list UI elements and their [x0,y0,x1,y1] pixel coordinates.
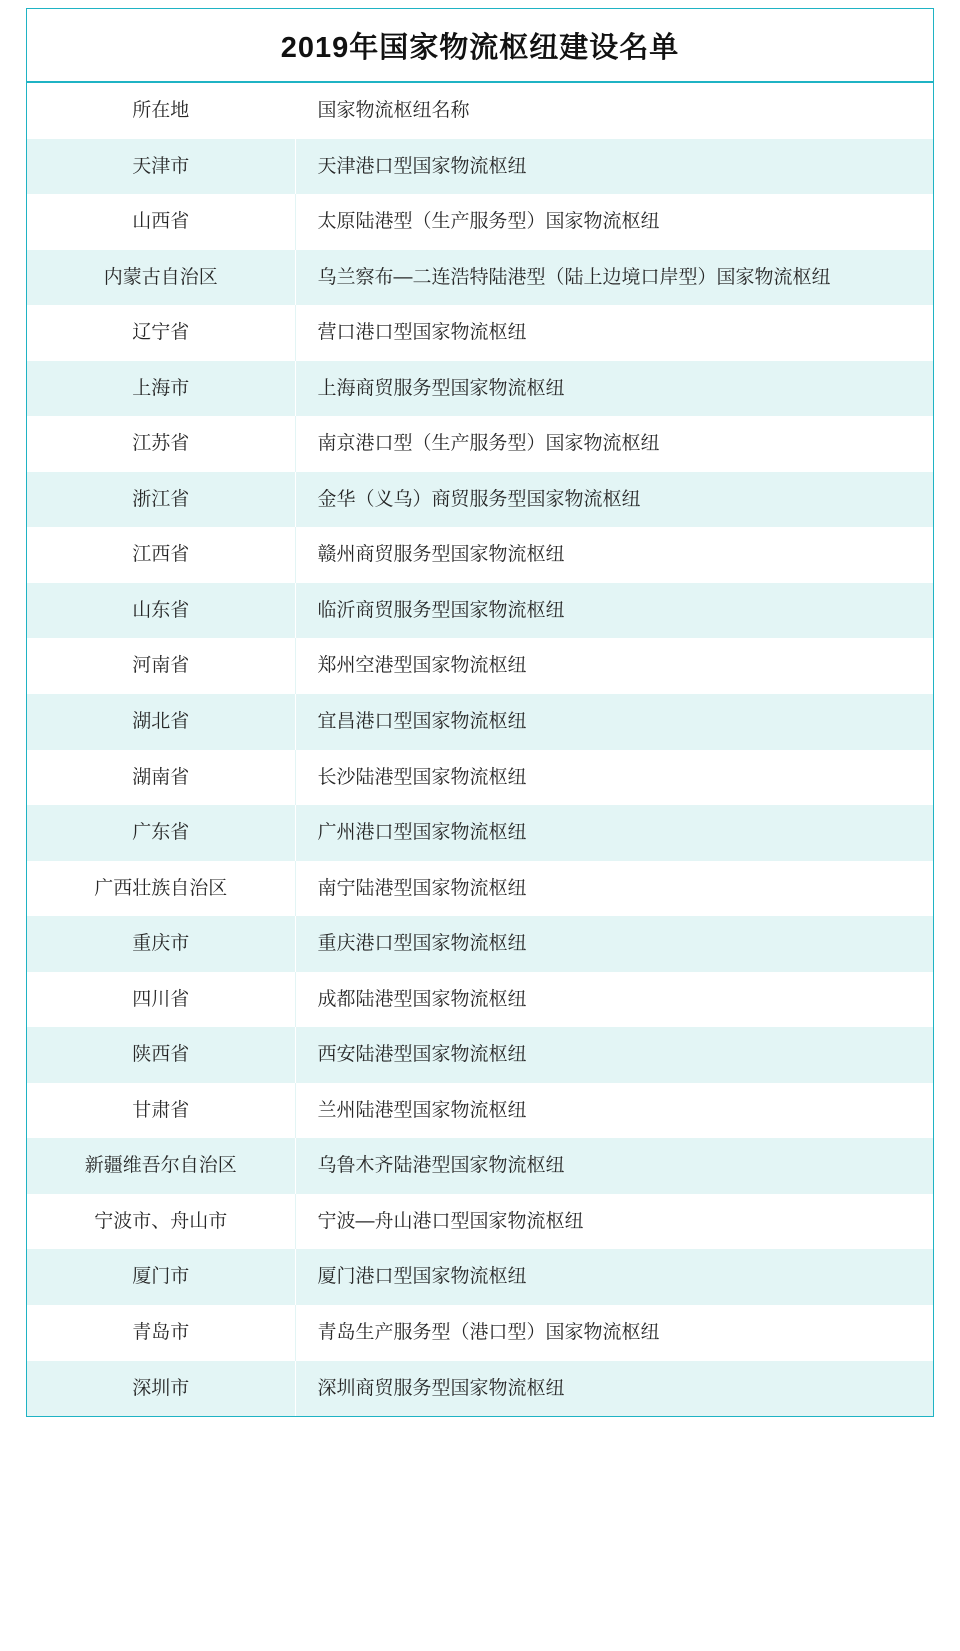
cell-hub-name: 深圳商贸服务型国家物流枢纽 [295,1361,933,1417]
cell-location: 厦门市 [27,1249,295,1305]
page-title: 2019年国家物流枢纽建设名单 [280,31,680,64]
cell-location: 深圳市 [27,1361,295,1417]
table-row [27,1083,933,1139]
table-row [27,139,933,195]
cell-hub-name: 乌兰察布—二连浩特陆港型（陆上边境口岸型）国家物流枢纽 [295,250,933,306]
cell-location: 河南省 [27,638,295,694]
cell-hub-name: 长沙陆港型国家物流枢纽 [295,750,933,806]
table-row [27,694,933,750]
cell-location: 陕西省 [27,1027,295,1083]
cell-location: 浙江省 [27,472,295,528]
cell-location: 宁波市、舟山市 [27,1194,295,1250]
cell-hub-name: 南京港口型（生产服务型）国家物流枢纽 [295,416,933,472]
cell-hub-name: 广州港口型国家物流枢纽 [295,805,933,861]
table-row [27,472,933,528]
cell-hub-name: 金华（义乌）商贸服务型国家物流枢纽 [295,472,933,528]
cell-hub-name: 厦门港口型国家物流枢纽 [295,1249,933,1305]
cell-hub-name: 赣州商贸服务型国家物流枢纽 [295,527,933,583]
cell-location: 新疆维吾尔自治区 [27,1138,295,1194]
cell-location: 广东省 [27,805,295,861]
table-row [27,972,933,1028]
cell-location: 江西省 [27,527,295,583]
table-header-row [27,83,933,139]
cell-hub-name: 南宁陆港型国家物流枢纽 [295,861,933,917]
table-row [27,805,933,861]
column-header-hub-name: 国家物流枢纽名称 [295,83,933,139]
table-row [27,583,933,639]
cell-location: 天津市 [27,139,295,195]
table-row [27,250,933,306]
cell-location: 辽宁省 [27,305,295,361]
table-row [27,527,933,583]
cell-location: 重庆市 [27,916,295,972]
table-row [27,1027,933,1083]
cell-hub-name: 宜昌港口型国家物流枢纽 [295,694,933,750]
logistics-hub-table [27,83,933,1416]
cell-location: 青岛市 [27,1305,295,1361]
cell-location: 江苏省 [27,416,295,472]
cell-location: 四川省 [27,972,295,1028]
cell-hub-name: 西安陆港型国家物流枢纽 [295,1027,933,1083]
column-header-location: 所在地 [27,83,295,139]
cell-hub-name: 青岛生产服务型（港口型）国家物流枢纽 [295,1305,933,1361]
table-row [27,1194,933,1250]
cell-hub-name: 乌鲁木齐陆港型国家物流枢纽 [295,1138,933,1194]
cell-hub-name: 郑州空港型国家物流枢纽 [295,638,933,694]
table-body [27,83,933,1416]
table-row [27,416,933,472]
cell-hub-name: 营口港口型国家物流枢纽 [295,305,933,361]
cell-location: 山东省 [27,583,295,639]
table-title-bar [27,9,933,83]
table-row [27,305,933,361]
table-row [27,1249,933,1305]
cell-location: 湖南省 [27,750,295,806]
cell-hub-name: 重庆港口型国家物流枢纽 [295,916,933,972]
cell-location: 上海市 [27,361,295,417]
cell-hub-name: 太原陆港型（生产服务型）国家物流枢纽 [295,194,933,250]
cell-location: 湖北省 [27,694,295,750]
logistics-hub-table-container [26,8,934,1417]
table-row [27,750,933,806]
cell-hub-name: 临沂商贸服务型国家物流枢纽 [295,583,933,639]
table-row [27,638,933,694]
table-row [27,1361,933,1417]
table-row [27,194,933,250]
table-row [27,916,933,972]
table-row [27,1138,933,1194]
table-row [27,1305,933,1361]
table-row [27,861,933,917]
cell-location: 内蒙古自治区 [27,250,295,306]
cell-location: 广西壮族自治区 [27,861,295,917]
cell-hub-name: 上海商贸服务型国家物流枢纽 [295,361,933,417]
table-row [27,361,933,417]
cell-hub-name: 天津港口型国家物流枢纽 [295,139,933,195]
cell-location: 甘肃省 [27,1083,295,1139]
cell-location: 山西省 [27,194,295,250]
cell-hub-name: 成都陆港型国家物流枢纽 [295,972,933,1028]
cell-hub-name: 兰州陆港型国家物流枢纽 [295,1083,933,1139]
cell-hub-name: 宁波—舟山港口型国家物流枢纽 [295,1194,933,1250]
